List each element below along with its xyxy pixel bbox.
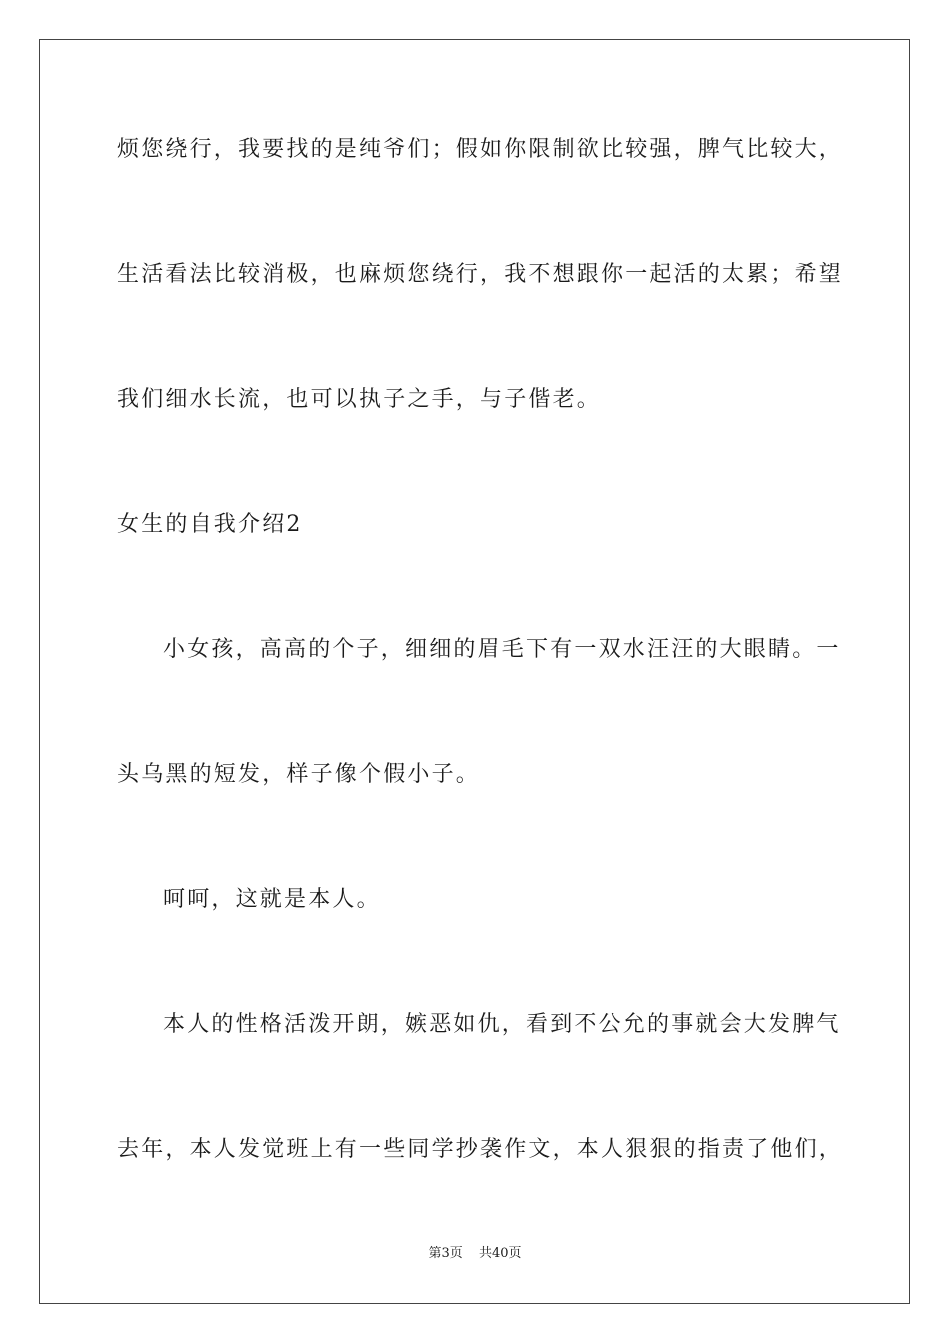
page-footer	[0, 1245, 950, 1263]
text-line-3: 我们细水长流，也可以执子之手，与子偕老。	[117, 387, 602, 412]
page-border	[39, 39, 910, 1304]
page-number: 第3页	[428, 1246, 463, 1261]
page-total: 共40页	[478, 1246, 522, 1261]
section-heading: 女生的自我介绍2	[117, 512, 303, 537]
text-line-5: 小女孩，高高的个子，细细的眉毛下有一双水汪汪的大眼睛。一	[163, 637, 841, 662]
text-line-9: 去年，本人发觉班上有一些同学抄袭作文，本人狠狠的指责了他们，	[117, 1137, 844, 1162]
text-line-8: 本人的性格活泼开朗，嫉恶如仇，看到不公允的事就会大发脾气	[163, 1012, 841, 1037]
text-line-2: 生活看法比较消极，也麻烦您绕行，我不想跟你一起活的太累；希望	[117, 262, 844, 287]
text-line-7: 呵呵，这就是本人。	[163, 887, 381, 912]
text-line-6: 头乌黑的短发，样子像个假小子。	[117, 762, 481, 787]
text-line-1: 烦您绕行，我要找的是纯爷们；假如你限制欲比较强，脾气比较大，	[117, 137, 844, 162]
